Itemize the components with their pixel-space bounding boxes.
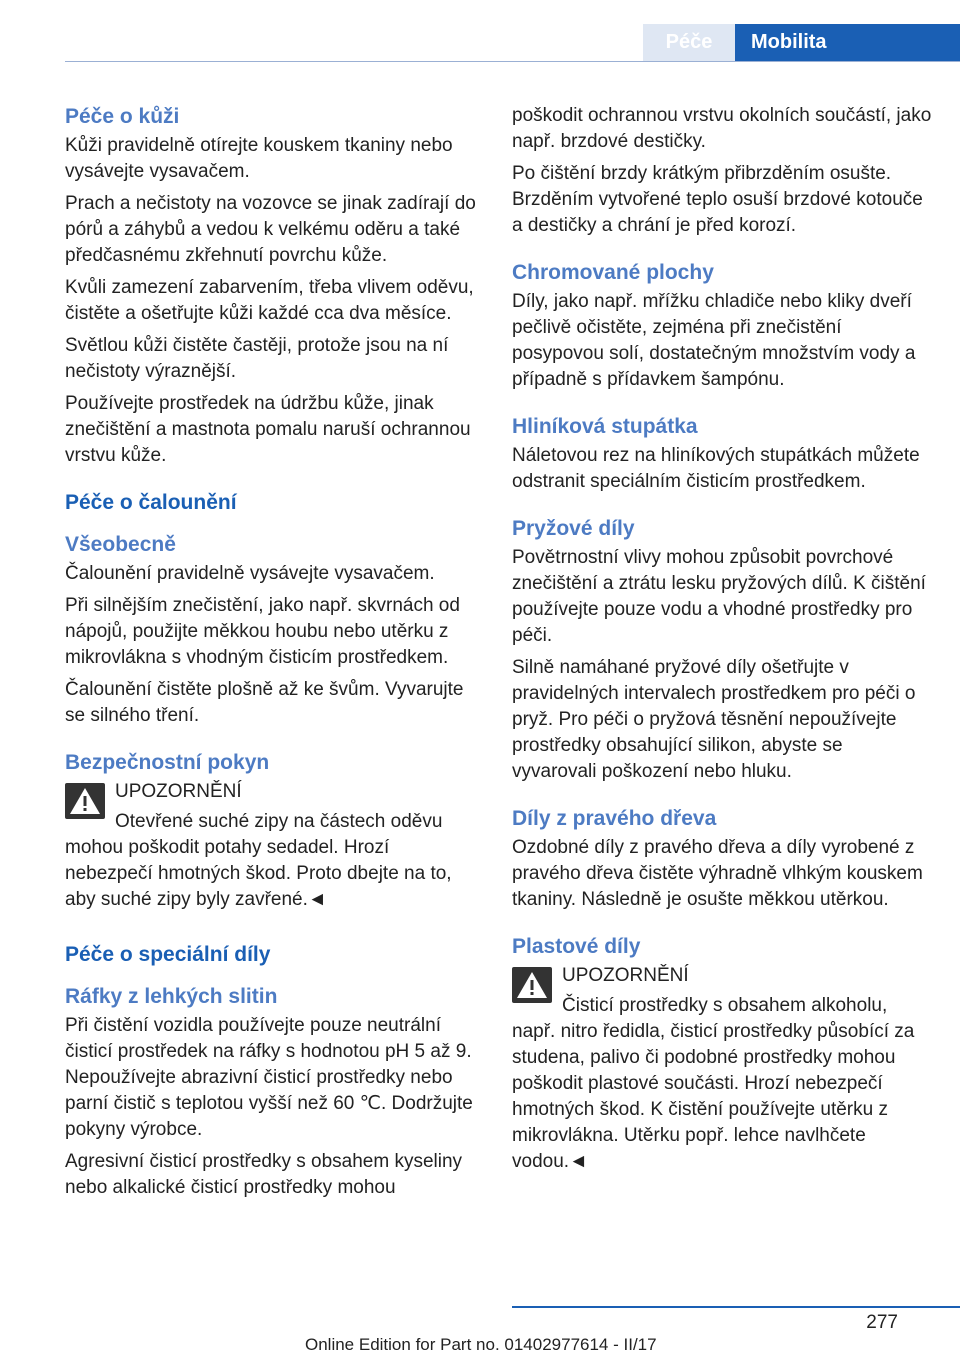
warning-block: [65, 779, 481, 913]
paragraph: Po čištění brzdy krátkým přibrzděním osušte. Brzděním vytvořené teplo osuší brzdové kotouče a destičky a chrání je před korozí.: [512, 163, 923, 236]
paragraph: Díly, jako např. mřížku chladiče nebo kliky dveří pečlivě očistěte, zejména při znečistění posypovou solí, dostatečným množstvím vody a případně s přídavkem šampónu.: [512, 291, 916, 390]
section-tab-pece: Péče: [643, 24, 735, 61]
paragraph: Agresivní čisticí prostředky s obsahem kyseliny nebo alkalické čisticí prostředky mohou: [65, 1151, 463, 1198]
left-column: [65, 103, 481, 1207]
section-tab-mobilita: Mobilita: [735, 24, 960, 61]
heading-pryzove-dily: Pryžové díly: [512, 517, 635, 540]
heading-pece-o-kuzi: Péče o kůži: [65, 105, 180, 128]
paragraph: Silně namáhané pryžové díly ošetřujte v pravidelných intervalech prostředkem pro péči o pryž. Pro péči o pryžová těsnění nepoužívejte prostředky obsahující silikon, abyste se vyvarovali poškození nebo hluku.: [512, 657, 916, 782]
page-number: 277: [866, 1312, 898, 1333]
paragraph: Při silnějším znečistění, jako např. skvrnách od nápojů, použijte měkkou houbu nebo utěrku z mikrovlákna s vhodným čisticím prostředkem.: [65, 595, 460, 668]
heading-chromovane-plochy: Chromované plochy: [512, 261, 714, 284]
heading-vseobecne: Všeobecně: [65, 533, 176, 556]
heading-pece-o-specialni-dily: Péče o speciální díly: [65, 943, 271, 966]
footer-divider: [512, 1306, 960, 1308]
warning-text-first-line: Čisticí prostředky s obsahem alkoholu,: [562, 995, 888, 1016]
warning-text-rest: mohou poškodit potahy sedadel. Hrozí nebezpečí hmotných škod. Proto dbejte na to, aby suché zipy byly zavřené.◄: [65, 837, 452, 910]
paragraph: Náletovou rez na hliníkových stupátkách můžete odstranit speciálním čisticím prostředkem.: [512, 445, 920, 492]
paragraph: Používejte prostředek na údržbu kůže, jinak znečištění a mastnota pomalu naruší ochrannou vrstvu kůže.: [65, 393, 471, 466]
warning-text: [65, 809, 481, 913]
paragraph: poškodit ochrannou vrstvu okolních součástí, jako např. brzdové destičky.: [512, 105, 932, 152]
warning-text-first-line: Otevřené suché zipy na částech oděvu: [115, 811, 443, 832]
heading-hlinikova-stupatka: Hliníková stupátka: [512, 415, 698, 438]
warning-triangle-icon: [65, 783, 105, 819]
paragraph: Čalounění pravidelně vysávejte vysavačem.: [65, 563, 435, 584]
warning-title: UPOZORNĚNÍ: [562, 965, 689, 986]
paragraph: Čalounění čistěte plošně až ke švům. Vyvarujte se silného tření.: [65, 679, 464, 726]
paragraph: Kvůli zamezení zabarvením, třeba vlivem oděvu, čistěte a ošetřujte kůži každé cca dva měsíce.: [65, 277, 474, 324]
warning-title: UPOZORNĚNÍ: [115, 781, 242, 802]
warning-text: [512, 993, 932, 1175]
heading-dily-z-praveho-dreva: Díly z pravého dřeva: [512, 807, 717, 830]
heading-pece-o-calouneni: Péče o čalounění: [65, 491, 237, 514]
header-divider: [65, 61, 960, 62]
warning-block: [512, 963, 932, 1175]
paragraph: Kůži pravidelně otírejte kouskem tkaniny nebo vysávejte vysavačem.: [65, 135, 453, 182]
warning-triangle-icon: [512, 967, 552, 1003]
edition-label: Online Edition for Part no. 01402977614 - II/17: [305, 1335, 657, 1354]
heading-rafky: Ráfky z lehkých slitin: [65, 985, 278, 1008]
warning-text-rest: např. nitro ředidla, čisticí prostředky působící za studena, palivo či podobné prostředky mohou poškodit plastové součásti. Hrozí nebezpečí hmotných škod. K čistění používejte utěrku z mikrovlákna. Utěrku popř. lehce navlhčete vodou.◄: [512, 1021, 915, 1172]
paragraph: Při čistění vozidla používejte pouze neutrální čisticí prostředek na ráfky s hodnotou pH 5 až 9. Nepoužívejte abrazivní čisticí prostředky nebo parní čistič s teplotou vyšší než 60 ℃. Dodržujte pokyny výrobce.: [65, 1015, 473, 1140]
page-header: [0, 0, 960, 62]
heading-plastove-dily: Plastové díly: [512, 935, 641, 958]
paragraph: Světlou kůži čistěte častěji, protože jsou na ní nečistoty výraznější.: [65, 335, 449, 382]
heading-bezpecnostni-pokyn: Bezpečnostní pokyn: [65, 751, 270, 774]
paragraph: Ozdobné díly z pravého dřeva a díly vyrobené z pravého dřeva čistěte výhradně vlhkým kouskem tkaniny. Následně je osušte měkkou utěrkou.: [512, 837, 923, 910]
right-column: [512, 103, 932, 1181]
paragraph: Povětrnostní vlivy mohou způsobit povrchové znečištění a ztrátu lesku pryžových dílů. K čištění používejte pouze vodu a vhodné prostředky pro péči.: [512, 547, 926, 646]
paragraph: Prach a nečistoty na vozovce se jinak zadírají do pórů a záhybů a vedou k velkému oděru a také předčasnému zkřehnutí povrchu kůže.: [65, 193, 476, 266]
